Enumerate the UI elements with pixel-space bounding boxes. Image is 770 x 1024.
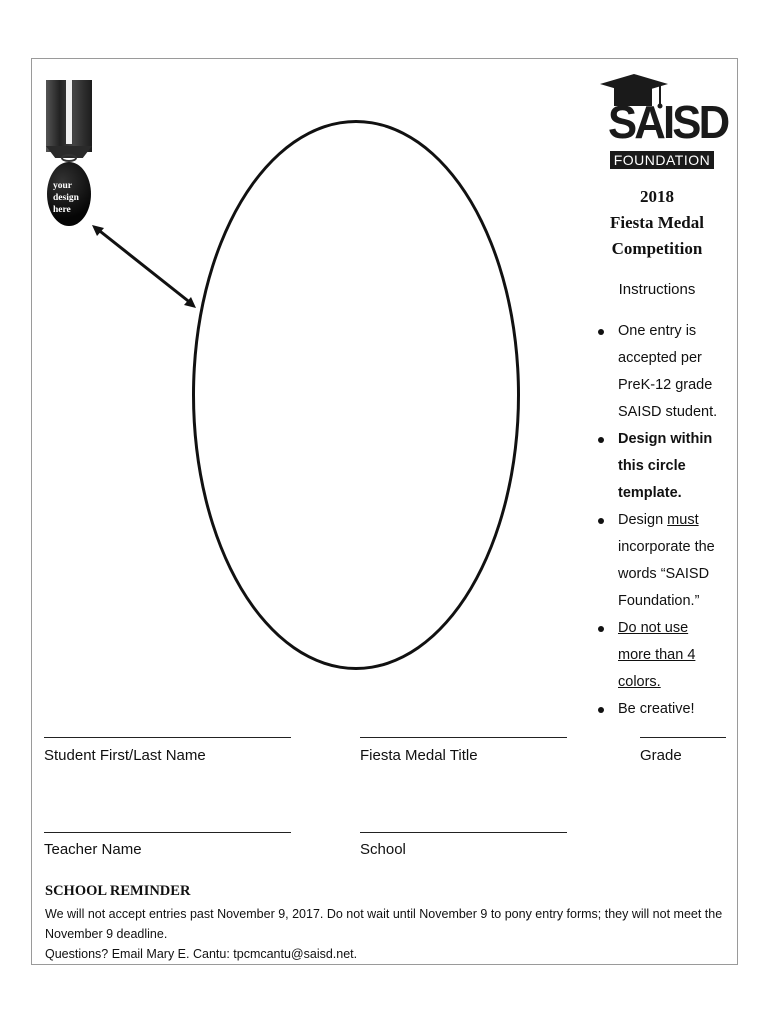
instruction-text-emphasis: must (667, 512, 699, 528)
school-field[interactable] (360, 832, 567, 833)
bullet-icon (598, 437, 604, 443)
list-item (598, 318, 720, 426)
list-item (598, 696, 720, 723)
reminder-line2: Questions? Email Mary E. Cantu: tpcmcantu@saisd.net. (45, 947, 358, 961)
instruction-text: Design within this circle template. (618, 431, 713, 501)
logo-banner (610, 151, 714, 169)
medal-ribbon (46, 80, 92, 152)
bullet-icon (598, 707, 604, 713)
title-line2: Competition (611, 239, 703, 258)
instruction-text: Do not use more than 4 colors. (618, 620, 696, 690)
student-name-label: Student First/Last Name (44, 747, 206, 764)
bullet-icon (598, 518, 604, 524)
list-item (598, 615, 720, 696)
bullet-icon (598, 626, 604, 632)
list-item (598, 507, 720, 615)
medal-title-label: Fiesta Medal Title (360, 747, 478, 764)
list-item (598, 426, 720, 507)
title-line1: Fiesta Medal (610, 213, 704, 232)
ribbon-stripe (66, 80, 72, 144)
reminder-line1: We will not accept entries past November 9, 2017. Do not wait until November 9 to pony entry forms; they will not meet the November 9 deadline. (45, 907, 723, 941)
logo-wordmark: SAISD (608, 96, 728, 148)
teacher-name-label: Teacher Name (44, 841, 142, 858)
design-circle-template[interactable] (192, 120, 520, 670)
school-label: School (360, 841, 406, 858)
saisd-foundation-logo (598, 72, 728, 174)
instructions-heading: Instructions (618, 281, 696, 298)
instruction-text: Be creative! (618, 701, 695, 717)
competition-title (596, 184, 718, 262)
grade-label: Grade (640, 747, 682, 764)
medal-illustration (46, 80, 94, 245)
medal-ring (61, 154, 77, 162)
instructions-list (598, 318, 720, 723)
bullet-icon (598, 329, 604, 335)
reminder-title: SCHOOL REMINDER (45, 883, 191, 899)
teacher-name-field[interactable] (44, 832, 291, 833)
student-name-field[interactable] (44, 737, 291, 738)
grade-field[interactable] (640, 737, 726, 738)
medal-disc (47, 162, 91, 226)
medal-title-field[interactable] (360, 737, 567, 738)
instruction-text-post: incorporate the words “SAISD Foundation.” (618, 539, 715, 609)
logo-banner-text: FOUNDATION (613, 152, 711, 168)
medal-disc-text: your design here (53, 181, 79, 215)
instruction-text: One entry is accepted per PreK-12 grade SAISD student. (618, 323, 718, 420)
double-arrow-icon (90, 222, 200, 312)
title-year: 2018 (640, 187, 674, 206)
reminder-text (45, 904, 735, 964)
instruction-text-pre: Design (618, 512, 668, 528)
